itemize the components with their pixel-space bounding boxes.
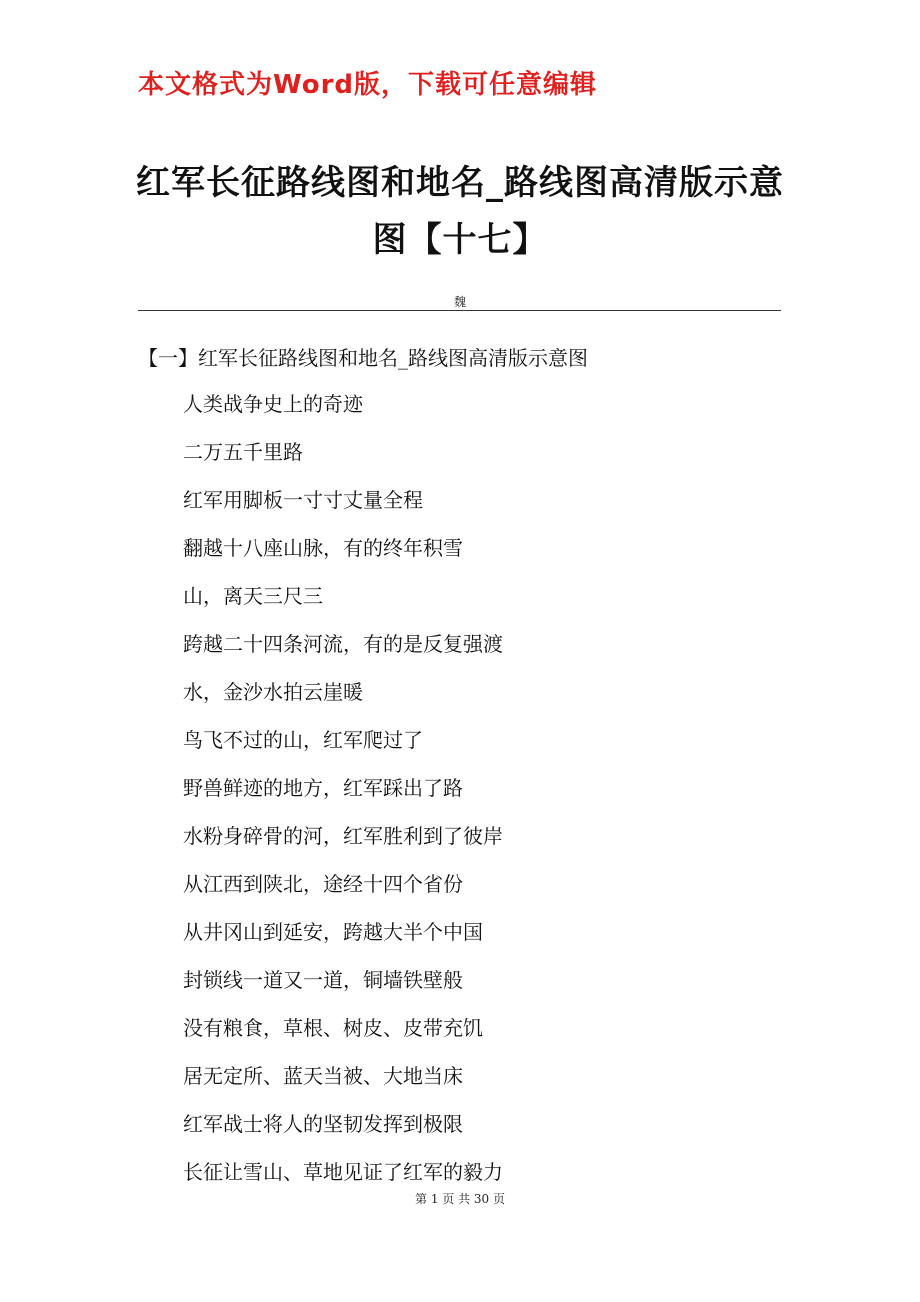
poem-line: 红军用脚板一寸寸丈量全程 [183,488,423,512]
poem-line: 从江西到陕北，途经十四个省份 [183,872,463,896]
poem-line: 封锁线一道又一道，铜墙铁壁般 [183,968,463,992]
document-title-line-2: 图【十七】 [372,220,548,260]
poem-line: 鸟飞不过的山，红军爬过了 [183,728,423,752]
poem-line: 红军战士将人的坚韧发挥到极限 [183,1112,463,1136]
author-name: 魏 [453,295,466,309]
poem-line: 水粉身碎骨的河，红军胜利到了彼岸 [183,824,503,848]
document-title-line-1: 红军长征路线图和地名_路线图高清版示意 [136,163,784,203]
poem-line: 跨越二十四条河流，有的是反复强渡 [183,632,503,656]
poem-line: 人类战争史上的奇迹 [183,392,363,416]
poem-line: 没有粮食，草根、树皮、皮带充饥 [183,1016,483,1040]
section-heading: 【一】红军长征路线图和地名_路线图高清版示意图 [138,346,588,370]
poem-line: 二万五千里路 [183,440,303,464]
download-notice: 本文格式为Word版，下载可任意编辑 [138,70,598,100]
poem-line: 长征让雪山、草地见证了红军的毅力 [183,1160,503,1184]
poem-line: 水，金沙水拍云崖暖 [183,680,363,704]
header-divider [138,310,781,311]
poem-line: 居无定所、蓝天当被、大地当床 [183,1064,463,1088]
page-number-footer: 第 1 页 共 30 页 [415,1192,505,1206]
poem-line: 山，离天三尺三 [183,584,323,608]
poem-line: 翻越十八座山脉，有的终年积雪 [183,536,463,560]
poem-line: 野兽鲜迹的地方，红军踩出了路 [183,776,463,800]
poem-lines [183,390,503,1206]
poem-line: 从井冈山到延安，跨越大半个中国 [183,920,483,944]
